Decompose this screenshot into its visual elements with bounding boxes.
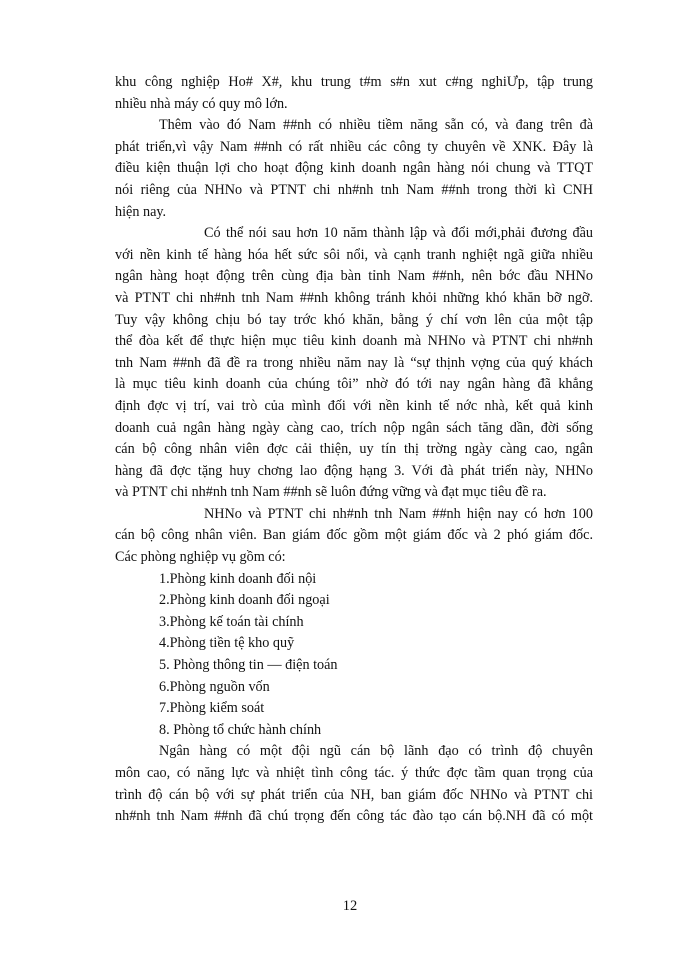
text-line: hiện nay.: [115, 203, 167, 220]
text-line: khu công nghiệp Ho# X#, khu trung t#m s#n xut c#ng nghiƯp, tập trung: [115, 74, 593, 90]
text-line: Tuy vậy không chịu bó tay trớc khó khăn, bằng ý chí vơn lên của một tập: [115, 311, 593, 328]
text-line: môn cao, có năng lực và nhiệt tình công tác. ý thức đợc tầm quan trọng của: [115, 765, 593, 781]
paragraph-5: [115, 741, 593, 827]
text-line: với nền kinh tế hàng hóa hết sức sôi nổi, và cạnh tranh nghiệt ngã giữa nhiều: [115, 246, 593, 263]
department-list: [115, 569, 593, 742]
text-line: Các phòng nghiệp vụ gồm có:: [115, 549, 286, 566]
text-line: NHNo và PTNT chi nh#nh tnh Nam ##nh hiện nay có hơn 100: [204, 505, 593, 522]
text-line: tnh Nam ##nh đã đề ra trong nhiều năm nay là “sự thịnh vợng của quý khách: [115, 354, 593, 371]
list-item: 8. Phòng tổ chức hành chính: [159, 721, 322, 738]
text-line: và PTNT chi nh#nh tnh Nam ##nh sẽ luôn đứng vững và đạt mục tiêu đề ra.: [115, 484, 547, 501]
text-line: trình độ cán bộ với sự phát triển của NH, ban giám đốc NHNo và PTNT chi: [115, 786, 593, 803]
paragraph-3: [115, 223, 593, 504]
text-line: và PTNT chi nh#nh tnh Nam ##nh không tránh khỏi những khó khăn bỡ ngỡ.: [115, 289, 593, 306]
paragraph-4: [115, 504, 593, 569]
document-body: [115, 72, 593, 828]
text-line: nhiều nhà máy có quy mô lớn.: [115, 95, 288, 112]
text-line: định đợc vị trí, vai trò của mình đối với nền kinh tế nớc nhà, kết quả kinh: [115, 397, 593, 414]
list-item: 2.Phòng kinh doanh đối ngoại: [159, 592, 330, 609]
text-line: doanh cuả ngân hàng ngày càng cao, trích nộp ngân sách tăng dần, đời sống: [115, 419, 593, 436]
text-line: ngân hàng hoạt động trên cùng địa bàn tỉnh Nam ##nh, nên bớc đầu NHNo: [115, 268, 593, 285]
text-line: nói riêng của NHNo và PTNT chi nh#nh tnh Nam ##nh trong thời kì CNH: [115, 181, 593, 198]
text-line: Có thể nói sau hơn 10 năm thành lập và đổi mới,phải đương đầu: [204, 225, 593, 242]
text-line: Ngân hàng có một đội ngũ cán bộ lãnh đạo có trình độ chuyên: [159, 743, 593, 760]
list-item: 1.Phòng kinh doanh đối nội: [159, 570, 317, 587]
text-line: nh#nh tnh Nam ##nh đã chú trọng đến công tác đào tạo cán bộ.NH đã có một: [115, 808, 593, 825]
list-item: 3.Phòng kế toán tài chính: [159, 613, 304, 630]
text-line: điều kiện thuận lợi cho hoạt động kinh doanh ngân hàng nói chung và TTQT: [115, 160, 593, 177]
text-line: Thêm vào đó Nam ##nh có nhiều tiềm năng sẵn có, và đang trên đà: [159, 117, 593, 134]
paragraph-1: [115, 72, 593, 115]
list-item: 7.Phòng kiểm soát: [159, 700, 265, 717]
list-item: 4.Phòng tiền tệ kho quỹ: [159, 635, 295, 652]
text-line: cán bộ công nhân viên. Ban giám đốc gồm một giám đốc và 2 phó giám đốc.: [115, 527, 593, 544]
list-item: 6.Phòng nguồn vốn: [159, 678, 270, 695]
text-line: hàng đã đợc tặng huy chơng lao động hạng 3. Với đà phát triển này, NHNo: [115, 462, 593, 479]
paragraph-2: [115, 115, 593, 223]
page-number: 12: [342, 898, 358, 914]
list-item: 5. Phòng thông tin — điện toán: [159, 657, 338, 674]
text-line: cán bộ công nhân viên đợc cải thiện, uy tín thị trờng ngày càng cao, ngân: [115, 441, 593, 458]
text-line: thể đòa kết để thực hiện mục tiêu kinh doanh mà NHNo và PTNT chi nh#nh: [115, 333, 593, 350]
text-line: phát triển,vì vậy Nam ##nh có rất nhiều các công ty chuyên về XNK. Đây là: [115, 138, 593, 155]
text-line: là mục tiêu kinh doanh của chúng tôi” nhờ đó tới nay ngân hàng đã khẳng: [115, 376, 593, 393]
